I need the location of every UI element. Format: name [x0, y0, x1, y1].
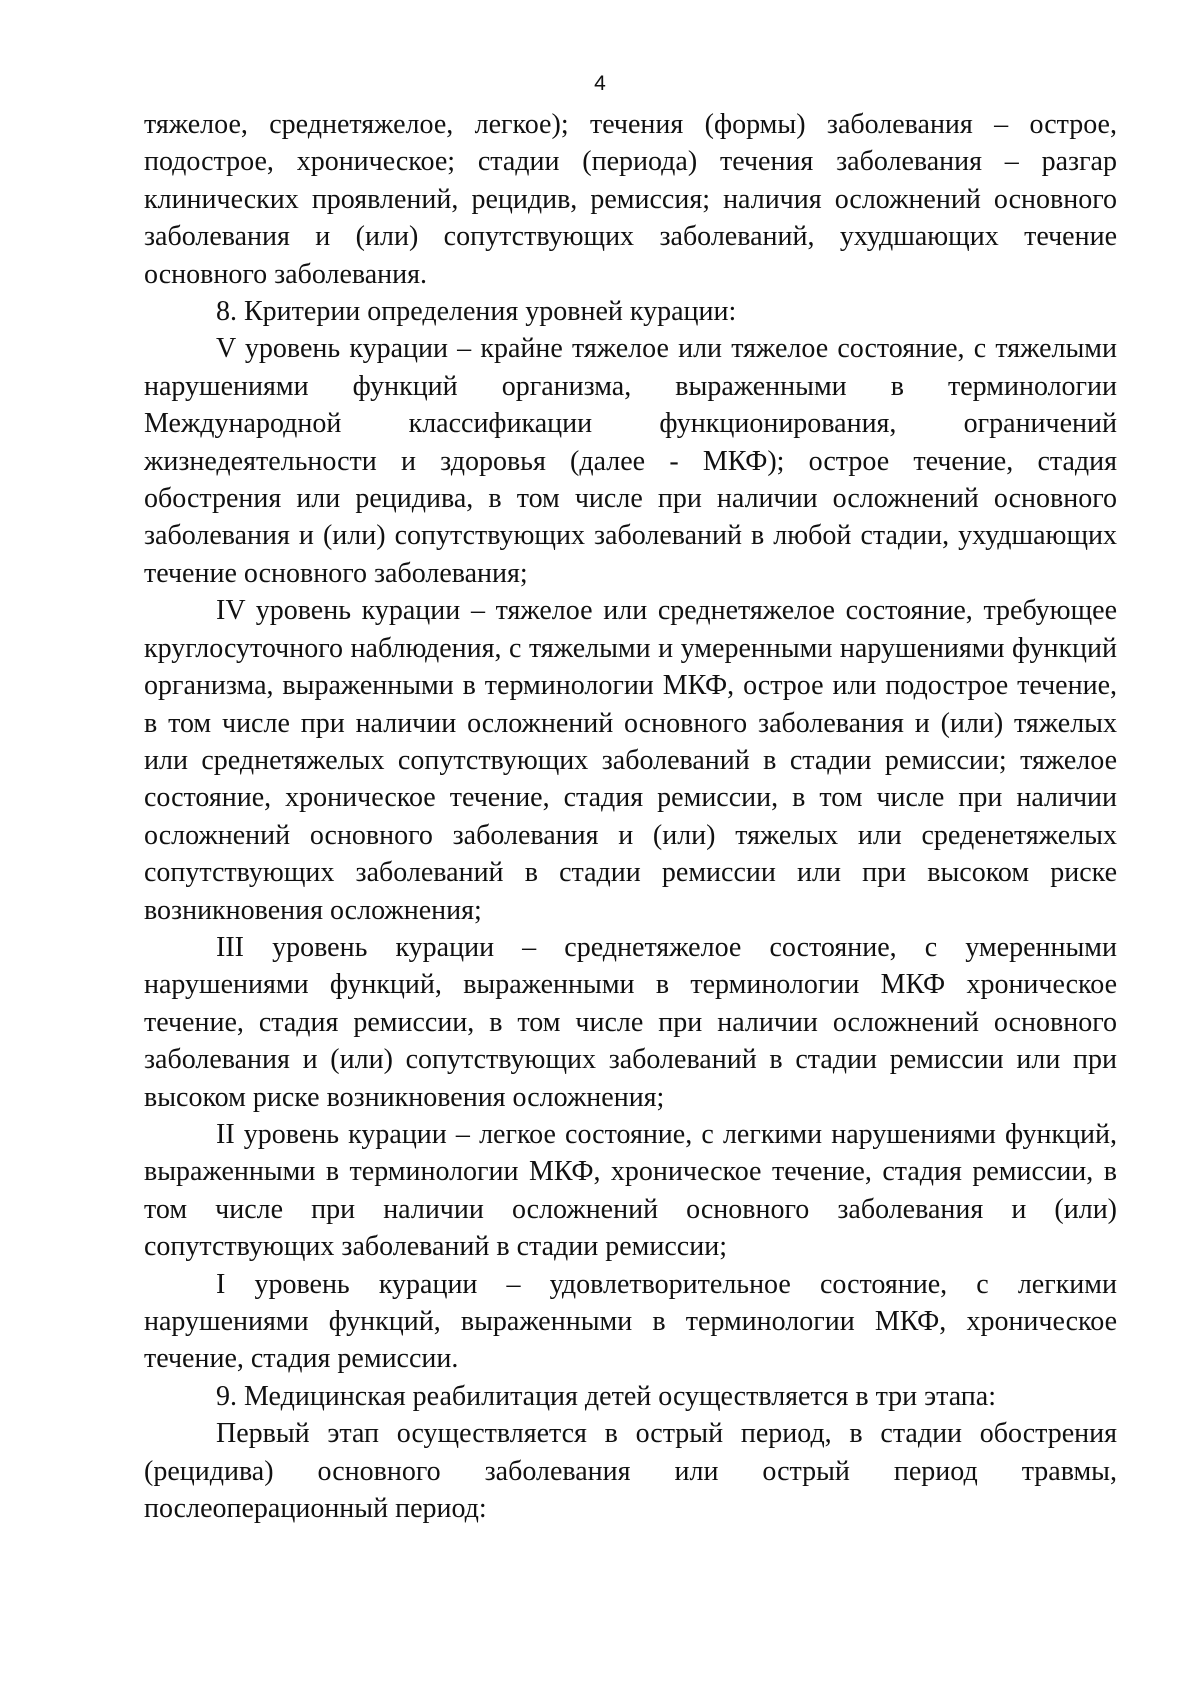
- paragraph-level-iv: IV уровень курации – тяжелое или среднетяжелое состояние, требующее круглосуточного наблюдения, с тяжелыми и умеренными нарушениями функций организма, выраженными в терминологии МКФ, острое или подострое течение, в том числе при наличии осложнений основного заболевания и (или) тяжелых или среднетяжелых сопутствующих заболеваний в стадии ремиссии; тяжелое состояние, хроническое течение, стадия ремиссии, в том числе при наличии осложнений основного заболевания и (или) тяжелых или среденетяжелых сопутствующих заболеваний в стадии ремиссии или при высоком риске возникновения осложнения;: [144, 595, 1117, 926]
- document-body: [144, 106, 1117, 1527]
- paragraph-level-iii: III уровень курации – среднетяжелое состояние, с умеренными нарушениями функций, выраженными в терминологии МКФ хроническое течение, стадия ремиссии, в том числе при наличии осложнений основного заболевания и (или) сопутствующих заболеваний в стадии ремиссии или при высоком риске возникновения осложнения;: [144, 931, 1117, 1113]
- paragraph-level-i: I уровень курации – удовлетворительное состояние, с легкими нарушениями функций, выраженными в терминологии МКФ, хроническое течение, стадия ремиссии.: [144, 1268, 1117, 1375]
- paragraph-section-9-heading: 9. Медицинская реабилитация детей осуществляется в три этапа:: [216, 1380, 996, 1412]
- paragraph-first-stage: Первый этап осуществляется в острый период, в стадии обострения (рецидива) основного заболевания или острый период травмы, послеоперационный период:: [144, 1418, 1117, 1525]
- page-number: 4: [594, 72, 606, 95]
- paragraph-continuation: тяжелое, среднетяжелое, легкое); течения (формы) заболевания – острое, подострое, хроническое; стадии (периода) течения заболевания – разгар клинических проявлений, рецидив, ремиссия; наличия осложнений основного заболевания и (или) сопутствующих заболеваний, ухудшающих течение основного заболевания.: [144, 109, 1117, 290]
- paragraph-level-ii: II уровень курации – легкое состояние, с легкими нарушениями функций, выраженными в терминологии МКФ, хроническое течение, стадия ремиссии, в том числе при наличии осложнений основного заболевания и (или) сопутствующих заболеваний в стадии ремиссии;: [144, 1118, 1117, 1263]
- paragraph-section-8-heading: 8. Критерии определения уровней курации:: [216, 296, 737, 328]
- paragraph-level-v: V уровень курации – крайне тяжелое или тяжелое состояние, с тяжелыми нарушениями функций организма, выраженными в терминологии Международной классификации функционирования, ограничений жизнедеятельности и здоровья (далее - МКФ); острое течение, стадия обострения или рецидива, в том числе при наличии осложнений основного заболевания и (или) сопутствующих заболеваний в любой стадии, ухудшающих течение основного заболевания;: [144, 333, 1117, 589]
